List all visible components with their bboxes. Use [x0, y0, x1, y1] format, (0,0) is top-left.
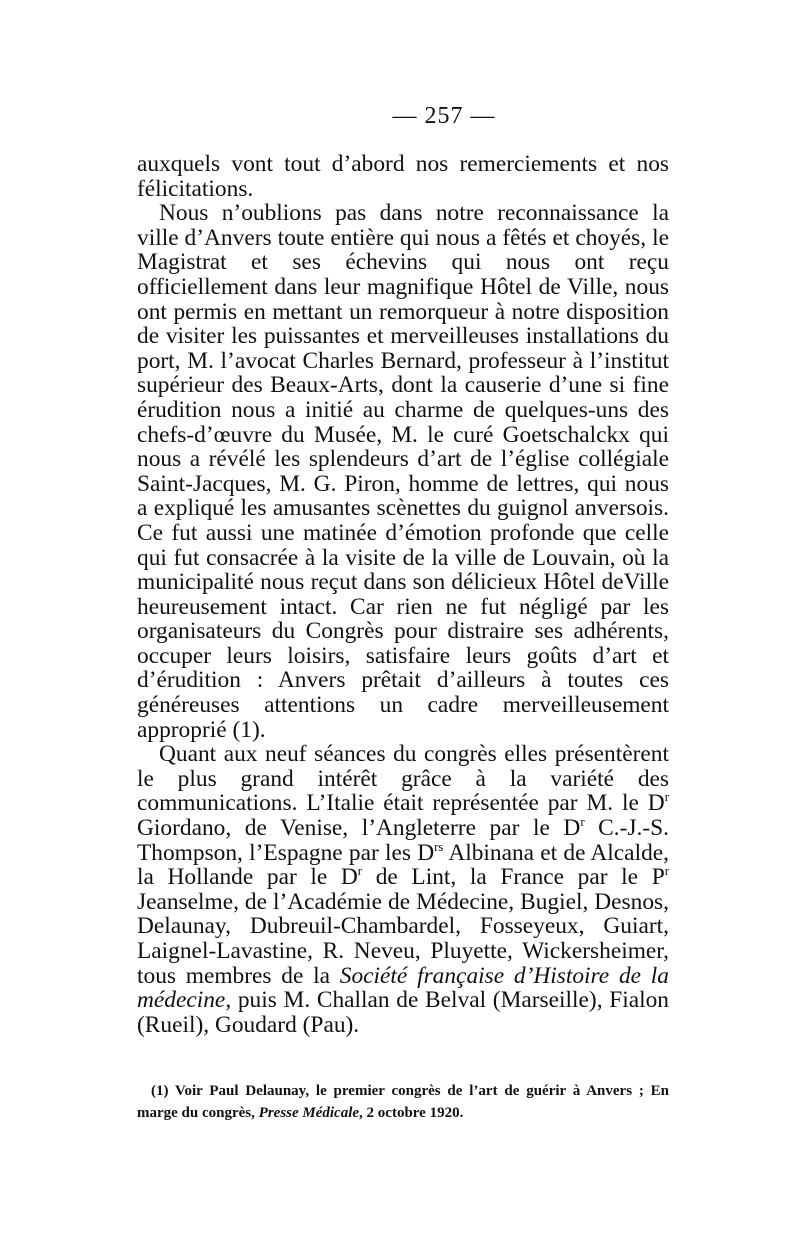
paragraph-3-text: Giordano, de Venise, l’Angleterre par le D	[137, 815, 581, 842]
paragraph-3-text: Quant aux neuf séances du congrès elles présentèrent le plus grand intérêt grâce à la variété des communications. L’Italie était représentée par M. le D	[137, 741, 669, 817]
page-number	[0, 103, 800, 130]
superscript: r	[664, 864, 669, 879]
footnote-part: (1) Voir Paul Delaunay, le premier congrès de l’art de guérir à Anvers ; En marge du congrès,	[137, 1083, 669, 1121]
paragraph-3-text: , puis M. Challan de Belval (Marseille), Fialon (Rueil), Goudard (Pau).	[137, 987, 669, 1038]
superscript: r	[580, 815, 585, 830]
footnote-part: , 2 octobre 1920.	[359, 1105, 464, 1121]
footnote-text	[137, 1080, 669, 1124]
paragraph-3-text: Albinana et de Alcalde, la Hollande par le D	[137, 839, 669, 891]
paragraph-2: Nous n’oublions pas dans notre reconnaissance la ville d’Anvers toute entière qui nous a fêtés et choyés, le Magistrat et ses échevins qui nous ont reçu officiellement dans leur magnifique Hôtel de Ville, nous ont permis en mettant un remorqueur à notre disposition de visiter les puissantes et merveilleuses installations du port, M. l’avocat Charles Bernard, professeur à l’institut supérieur des Beaux-Arts, dont la causerie d’une si fine érudition nous a initié au charme de quelques-uns des chefs-d’œuvre du Musée, M. le curé Goetschalckx qui nous a révélé les splendeurs d’art de l’église collégiale Saint-Jacques, M. G. Piron, homme de lettres, qui nous a expliqué les amusantes scènettes du guignol anversois. Ce fut aussi une matinée d’émotion profonde que celle qui fut consacrée à la visite de la ville de Louvain, où la municipalité nous reçut dans son délicieux Hôtel deVille heureusement intact. Car rien ne fut négligé par les organisateurs du Congrès pour distraire ses adhérents, occuper leurs loisirs, satisfaire leurs goûts d’art et d’érudition : Anvers prêtait d’ailleurs à toutes ces généreuses attentions un cadre merveilleusement approprié (1).	[137, 200, 669, 743]
superscript: r	[664, 790, 669, 805]
footnote	[137, 1080, 669, 1124]
page-number-text: — 257 —	[392, 103, 496, 129]
paragraph-3-text: C.-J.-S. Thompson, l’Espagne par les D	[137, 815, 669, 866]
society-name: Société française d’Histoire de la médecine	[137, 962, 669, 1014]
footnote-journal: Presse Médicale	[258, 1105, 360, 1121]
paragraph-3-text: Jeanselme, de l’Académie de Médecine, Bugiel, Desnos, Delaunay, Dubreuil-Chambardel, Fosseyeux, Guiart, Laignel-Lavastine, R. Neveu, Pluyette, Wickersheimer, tous membres de la	[137, 888, 669, 989]
superscript: rs	[434, 839, 444, 854]
body-text	[137, 152, 669, 1037]
paragraph-1: auxquels vont tout d’abord nos remerciements et nos félicitations.	[137, 151, 669, 202]
superscript: r	[357, 864, 363, 879]
paragraph-3-text: de Lint, la France par le P	[362, 864, 665, 891]
paragraph-3	[137, 742, 669, 1037]
